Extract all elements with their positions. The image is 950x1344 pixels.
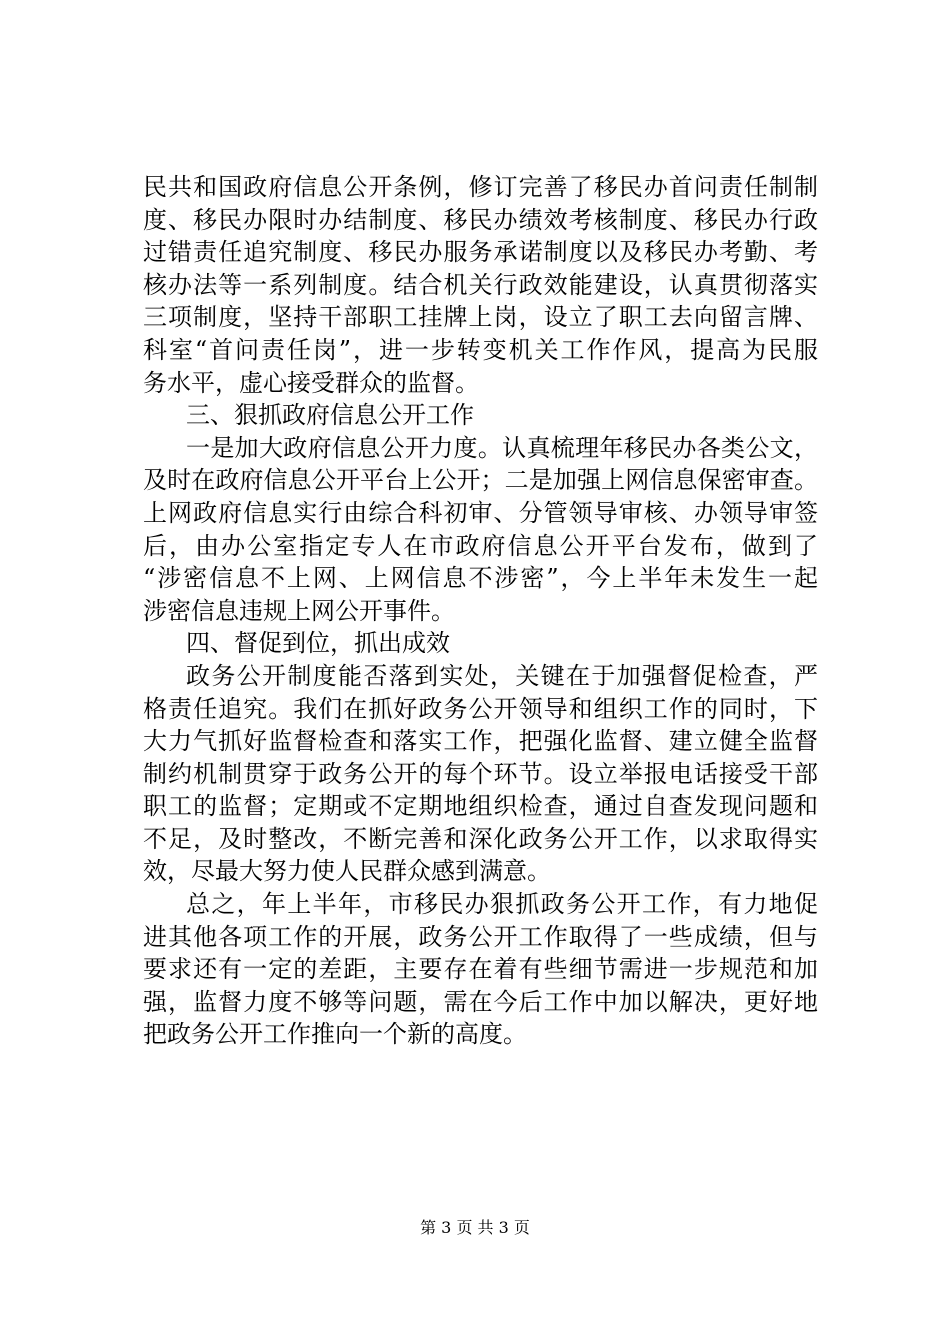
body-line: 民共和国政府信息公开条例，修订完善了移民办首问责任制制 <box>143 173 818 201</box>
body-line: 效，尽最大努力使人民群众感到满意。 <box>143 857 551 886</box>
body-line: 政务公开制度能否落到实处，关键在于加强督促检查，严 <box>186 661 818 690</box>
body-line: 职工的监督；定期或不定期地组织检查，通过自查发现问题和 <box>143 792 818 821</box>
section-heading: 三、狠抓政府信息公开工作 <box>186 401 474 430</box>
body-line: 务水平，虚心接受群众的监督。 <box>143 368 479 397</box>
body-line: 科室“首问责任岗”，进一步转变机关工作作风，提高为民服 <box>143 335 818 364</box>
document-body <box>143 171 818 1051</box>
body-line: 制约机制贯穿于政务公开的每个环节。设立举报电话接受干部 <box>143 759 818 788</box>
body-line: 把政务公开工作推向一个新的高度。 <box>143 1020 527 1049</box>
body-line: 不足，及时整改，不断完善和深化政务公开工作，以求取得实 <box>143 824 818 853</box>
body-line: 大力气抓好监督检查和落实工作，把强化监督、建立健全监督 <box>143 727 818 756</box>
body-line: 度、移民办限时办结制度、移民办绩效考核制度、移民办行政 <box>143 205 818 234</box>
body-line: 上网政府信息实行由综合科初审、分管领导审核、办领导审签 <box>143 498 818 527</box>
body-line: “涉密信息不上网、上网信息不涉密”，今上半年未发生一起 <box>143 564 818 593</box>
body-line: 及时在政府信息公开平台上公开；二是加强上网信息保密审查。 <box>143 466 818 495</box>
body-line: 过错责任追究制度、移民办服务承诺制度以及移民办考勤、考 <box>143 238 818 267</box>
page-number-footer: 第 3 页 共 3 页 <box>420 1218 530 1237</box>
body-line: 后，由办公室指定专人在市政府信息公开平台发布，做到了 <box>143 531 818 560</box>
body-line: 要求还有一定的差距，主要存在着有些细节需进一步规范和加 <box>143 955 818 984</box>
body-line: 涉密信息违规上网公开事件。 <box>143 596 455 625</box>
body-line: 总之，年上半年，市移民办狠抓政务公开工作，有力地促 <box>186 890 818 919</box>
body-line: 强，监督力度不够等问题，需在今后工作中加以解决，更好地 <box>143 987 818 1016</box>
body-line: 三项制度，坚持干部职工挂牌上岗，设立了职工去向留言牌、 <box>143 303 818 332</box>
body-line: 进其他各项工作的开展，政务公开工作取得了一些成绩，但与 <box>143 922 818 951</box>
body-line: 核办法等一系列制度。结合机关行政效能建设，认真贯彻落实 <box>143 270 818 299</box>
body-line: 格责任追究。我们在抓好政务公开领导和组织工作的同时，下 <box>143 694 818 723</box>
section-heading: 四、督促到位，抓出成效 <box>186 629 450 658</box>
body-line: 一是加大政府信息公开力度。认真梳理年移民办各类公文， <box>186 433 818 462</box>
